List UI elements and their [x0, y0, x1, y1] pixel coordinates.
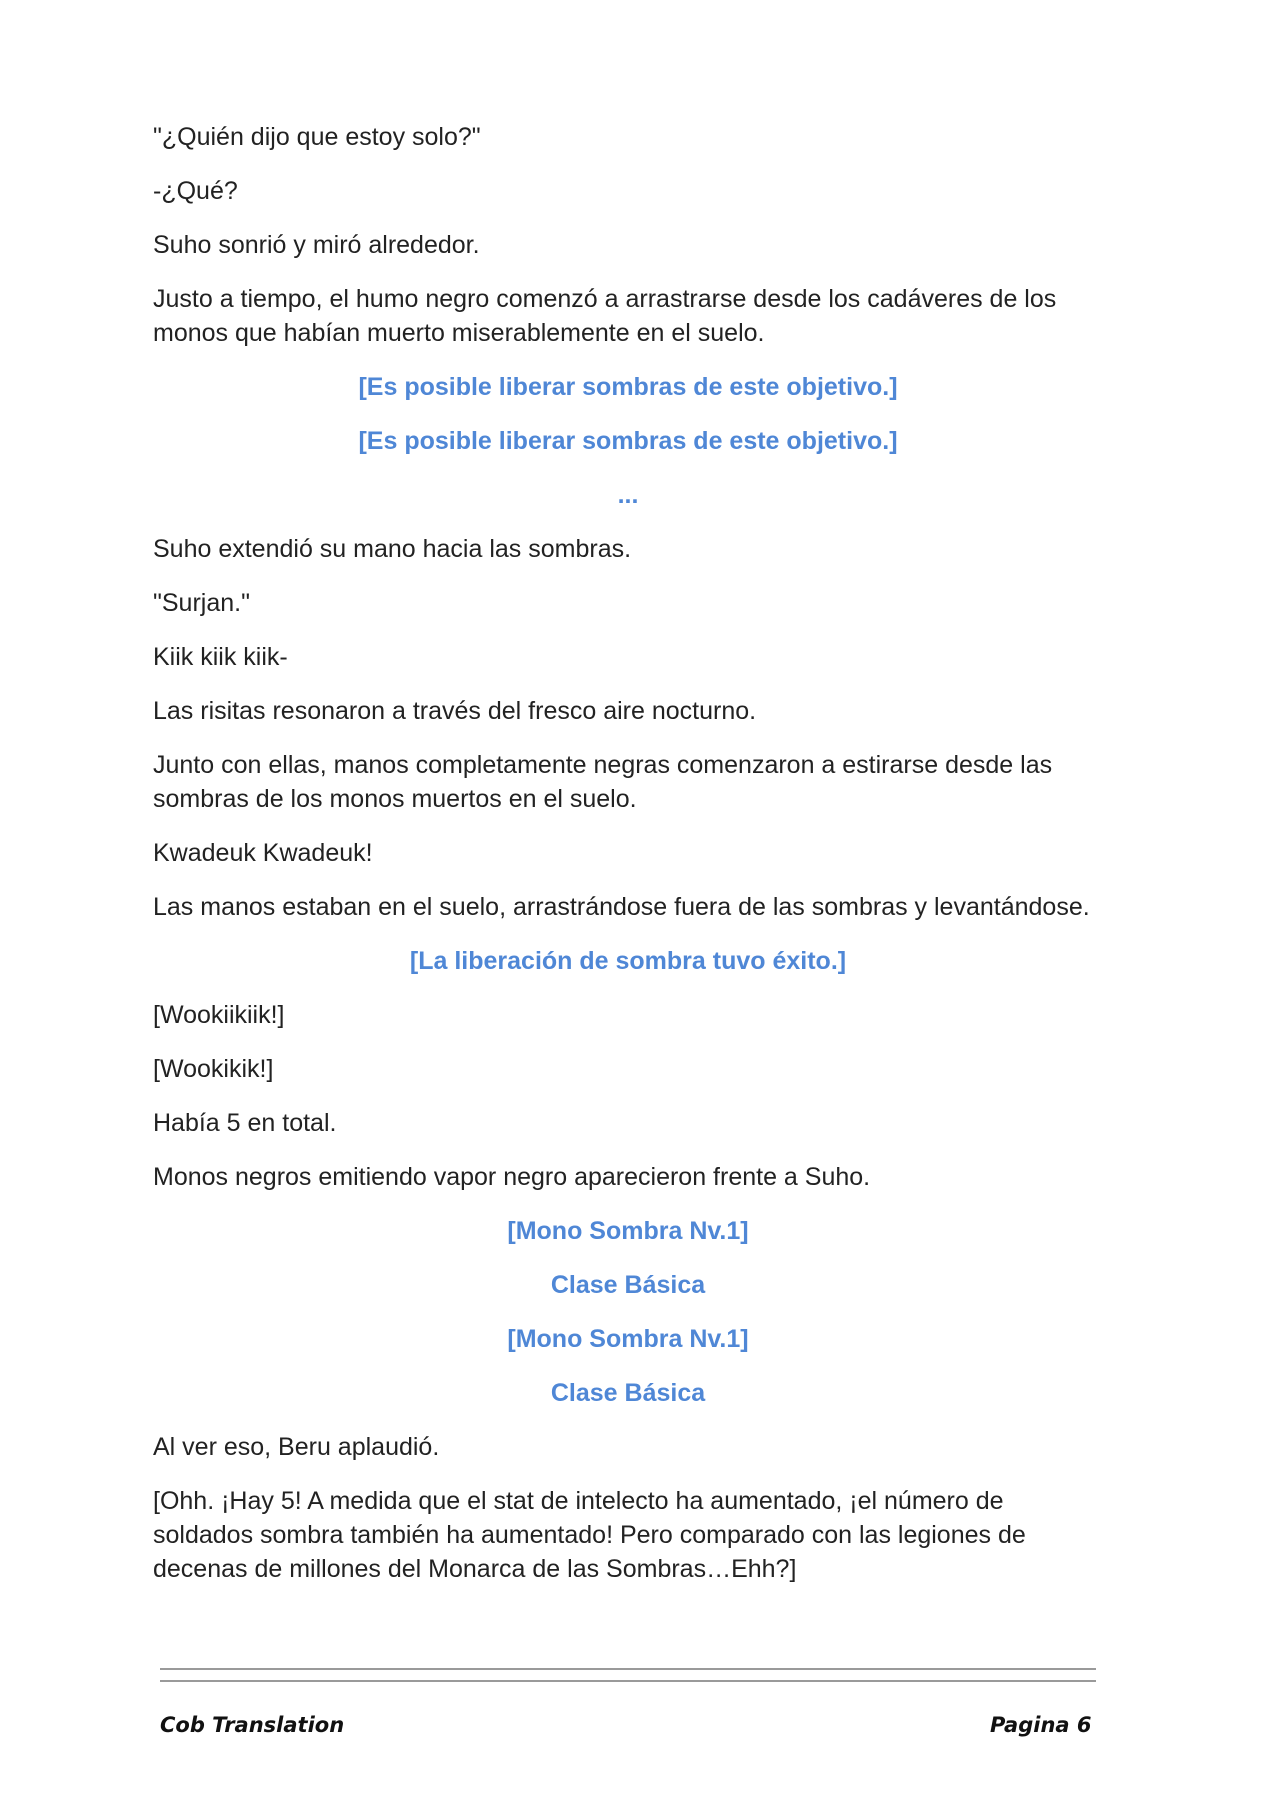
system-message: [Es posible liberar sombras de este objetivo.] — [358, 427, 898, 455]
paragraph: "¿Quién dijo que estoy solo?" — [153, 123, 481, 151]
paragraph: Junto con ellas, manos completamente negras comenzaron a estirarse desde las sombras de los monos muertos en el suelo. — [153, 751, 1053, 813]
system-message: Clase Básica — [550, 1379, 706, 1407]
paragraph: Las manos estaban en el suelo, arrastrándose fuera de las sombras y levantándose. — [153, 893, 1090, 921]
paragraph: "Surjan." — [153, 589, 250, 617]
paragraph: Monos negros emitiendo vapor negro aparecieron frente a Suho. — [153, 1163, 871, 1191]
paragraph: [Wookiikiik!] — [153, 1001, 285, 1029]
system-message: Clase Básica — [550, 1271, 706, 1299]
system-message: [La liberación de sombra tuvo éxito.] — [409, 947, 847, 975]
paragraph: Las risitas resonaron a través del fresco aire nocturno. — [153, 697, 757, 725]
footer-source: Cob Translation — [160, 1713, 345, 1737]
footer-divider-top — [160, 1668, 1096, 1670]
paragraph: [Ohh. ¡Hay 5! A medida que el stat de intelecto ha aumentado, ¡el número de soldados sombra también ha aumentado! Pero comparado con las legiones de decenas de millones del Monarca de las Sombras…Ehh?] — [153, 1487, 1026, 1583]
system-message: ... — [617, 481, 639, 509]
footer-divider-bottom — [160, 1680, 1096, 1682]
paragraph: -¿Qué? — [153, 177, 238, 205]
system-message: [Es posible liberar sombras de este objetivo.] — [358, 373, 898, 401]
system-message: [Mono Sombra Nv.1] — [507, 1325, 749, 1353]
page-body — [153, 120, 1103, 1606]
paragraph: Al ver eso, Beru aplaudió. — [153, 1433, 440, 1461]
paragraph: [Wookikik!] — [153, 1055, 274, 1083]
system-message: [Mono Sombra Nv.1] — [507, 1217, 749, 1245]
paragraph: Suho extendió su mano hacia las sombras. — [153, 535, 632, 563]
footer-page-number: Pagina 6 — [990, 1713, 1092, 1737]
paragraph: Suho sonrió y miró alrededor. — [153, 231, 480, 259]
paragraph: Justo a tiempo, el humo negro comenzó a arrastrarse desde los cadáveres de los monos que habían muerto miserablemente en el suelo. — [153, 285, 1057, 347]
paragraph: Kwadeuk Kwadeuk! — [153, 839, 373, 867]
paragraph: Kiik kiik kiik- — [153, 643, 288, 671]
paragraph: Había 5 en total. — [153, 1109, 337, 1137]
